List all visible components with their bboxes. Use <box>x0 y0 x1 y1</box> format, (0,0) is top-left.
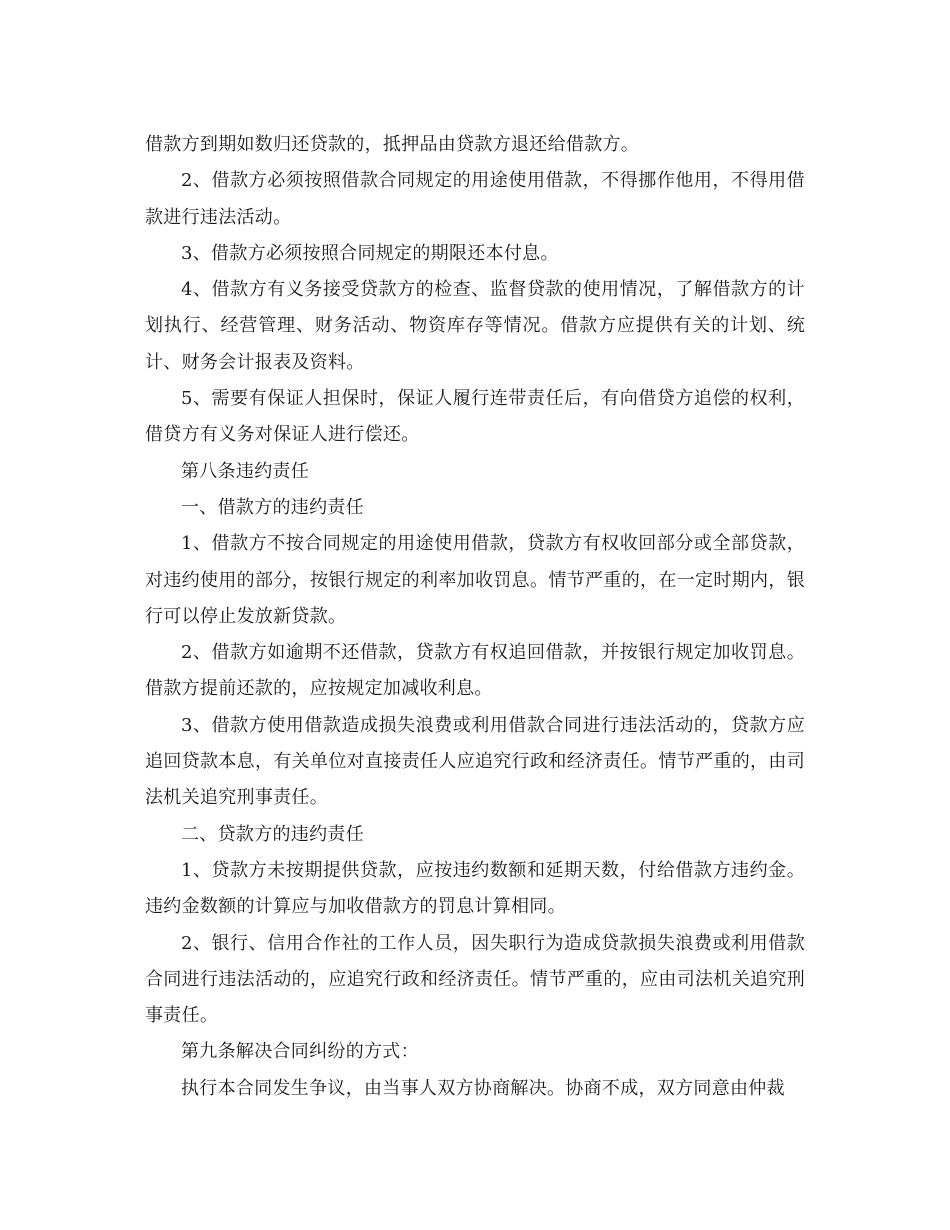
section-heading-article-9: 第九条解决合同纠纷的方式： <box>181 1041 419 1063</box>
subheading-borrower-liability: 一、借款方的违约责任 <box>181 496 364 518</box>
paragraph-lender-liability-1: 1、贷款方未按期提供贷款，应按违约数额和延期天数，付给借款方违约金。违约金数额的计算应与加收借款方的罚息计算相同。 <box>145 859 805 918</box>
paragraph-dispute-resolution: 执行本合同发生争议，由当事人双方协商解决。协商不成，双方同意由仲裁 <box>181 1077 785 1099</box>
paragraph-clause-4-inspection: 4、借款方有义务接受贷款方的检查、监督贷款的使用情况，了解借款方的计划执行、经营管理、财务活动、物资库存等情况。借款方应提供有关的计划、统计、财务会计报表及资料。 <box>145 279 805 373</box>
paragraph-clause-3-repayment: 3、借款方必须按照合同规定的期限还本付息。 <box>181 242 559 264</box>
paragraph-borrower-liability-3: 3、借款方使用借款造成损失浪费或利用借款合同进行违法活动的，贷款方应追回贷款本息，有关单位对直接责任人应追究行政和经济责任。情节严重的，由司法机关追究刑事责任。 <box>145 714 805 809</box>
paragraph-lender-liability-2: 2、银行、信用合作社的工作人员，因失职行为造成贷款损失浪费或利用借款合同进行违法活动的，应追究行政和经济责任。情节严重的，应由司法机关追究刑事责任。 <box>145 932 805 1027</box>
document-body <box>145 127 805 1107</box>
section-heading-article-8: 第八条违约责任 <box>181 460 310 482</box>
paragraph-clause-5-guarantor: 5、需要有保证人担保时，保证人履行连带责任后，有向借贷方追偿的权利，借贷方有义务对保证人进行偿还。 <box>145 388 805 446</box>
paragraph-borrower-liability-2: 2、借款方如逾期不还借款，贷款方有权追回借款，并按银行规定加收罚息。借款方提前还款的，应按规定加减收利息。 <box>145 642 805 700</box>
subheading-lender-liability: 二、贷款方的违约责任 <box>181 823 364 845</box>
paragraph-return-collateral: 借款方到期如数归还贷款的，抵押品由贷款方退还给借款方。 <box>145 134 640 155</box>
paragraph-borrower-liability-1: 1、借款方不按合同规定的用途使用借款，贷款方有权收回部分或全部贷款，对违约使用的部分，按银行规定的利率加收罚息。情节严重的，在一定时期内，银行可以停止发放新贷款。 <box>145 533 805 627</box>
paragraph-clause-2-use-of-loan: 2、借款方必须按照借款合同规定的用途使用借款，不得挪作他用，不得用借款进行违法活动。 <box>145 170 805 228</box>
